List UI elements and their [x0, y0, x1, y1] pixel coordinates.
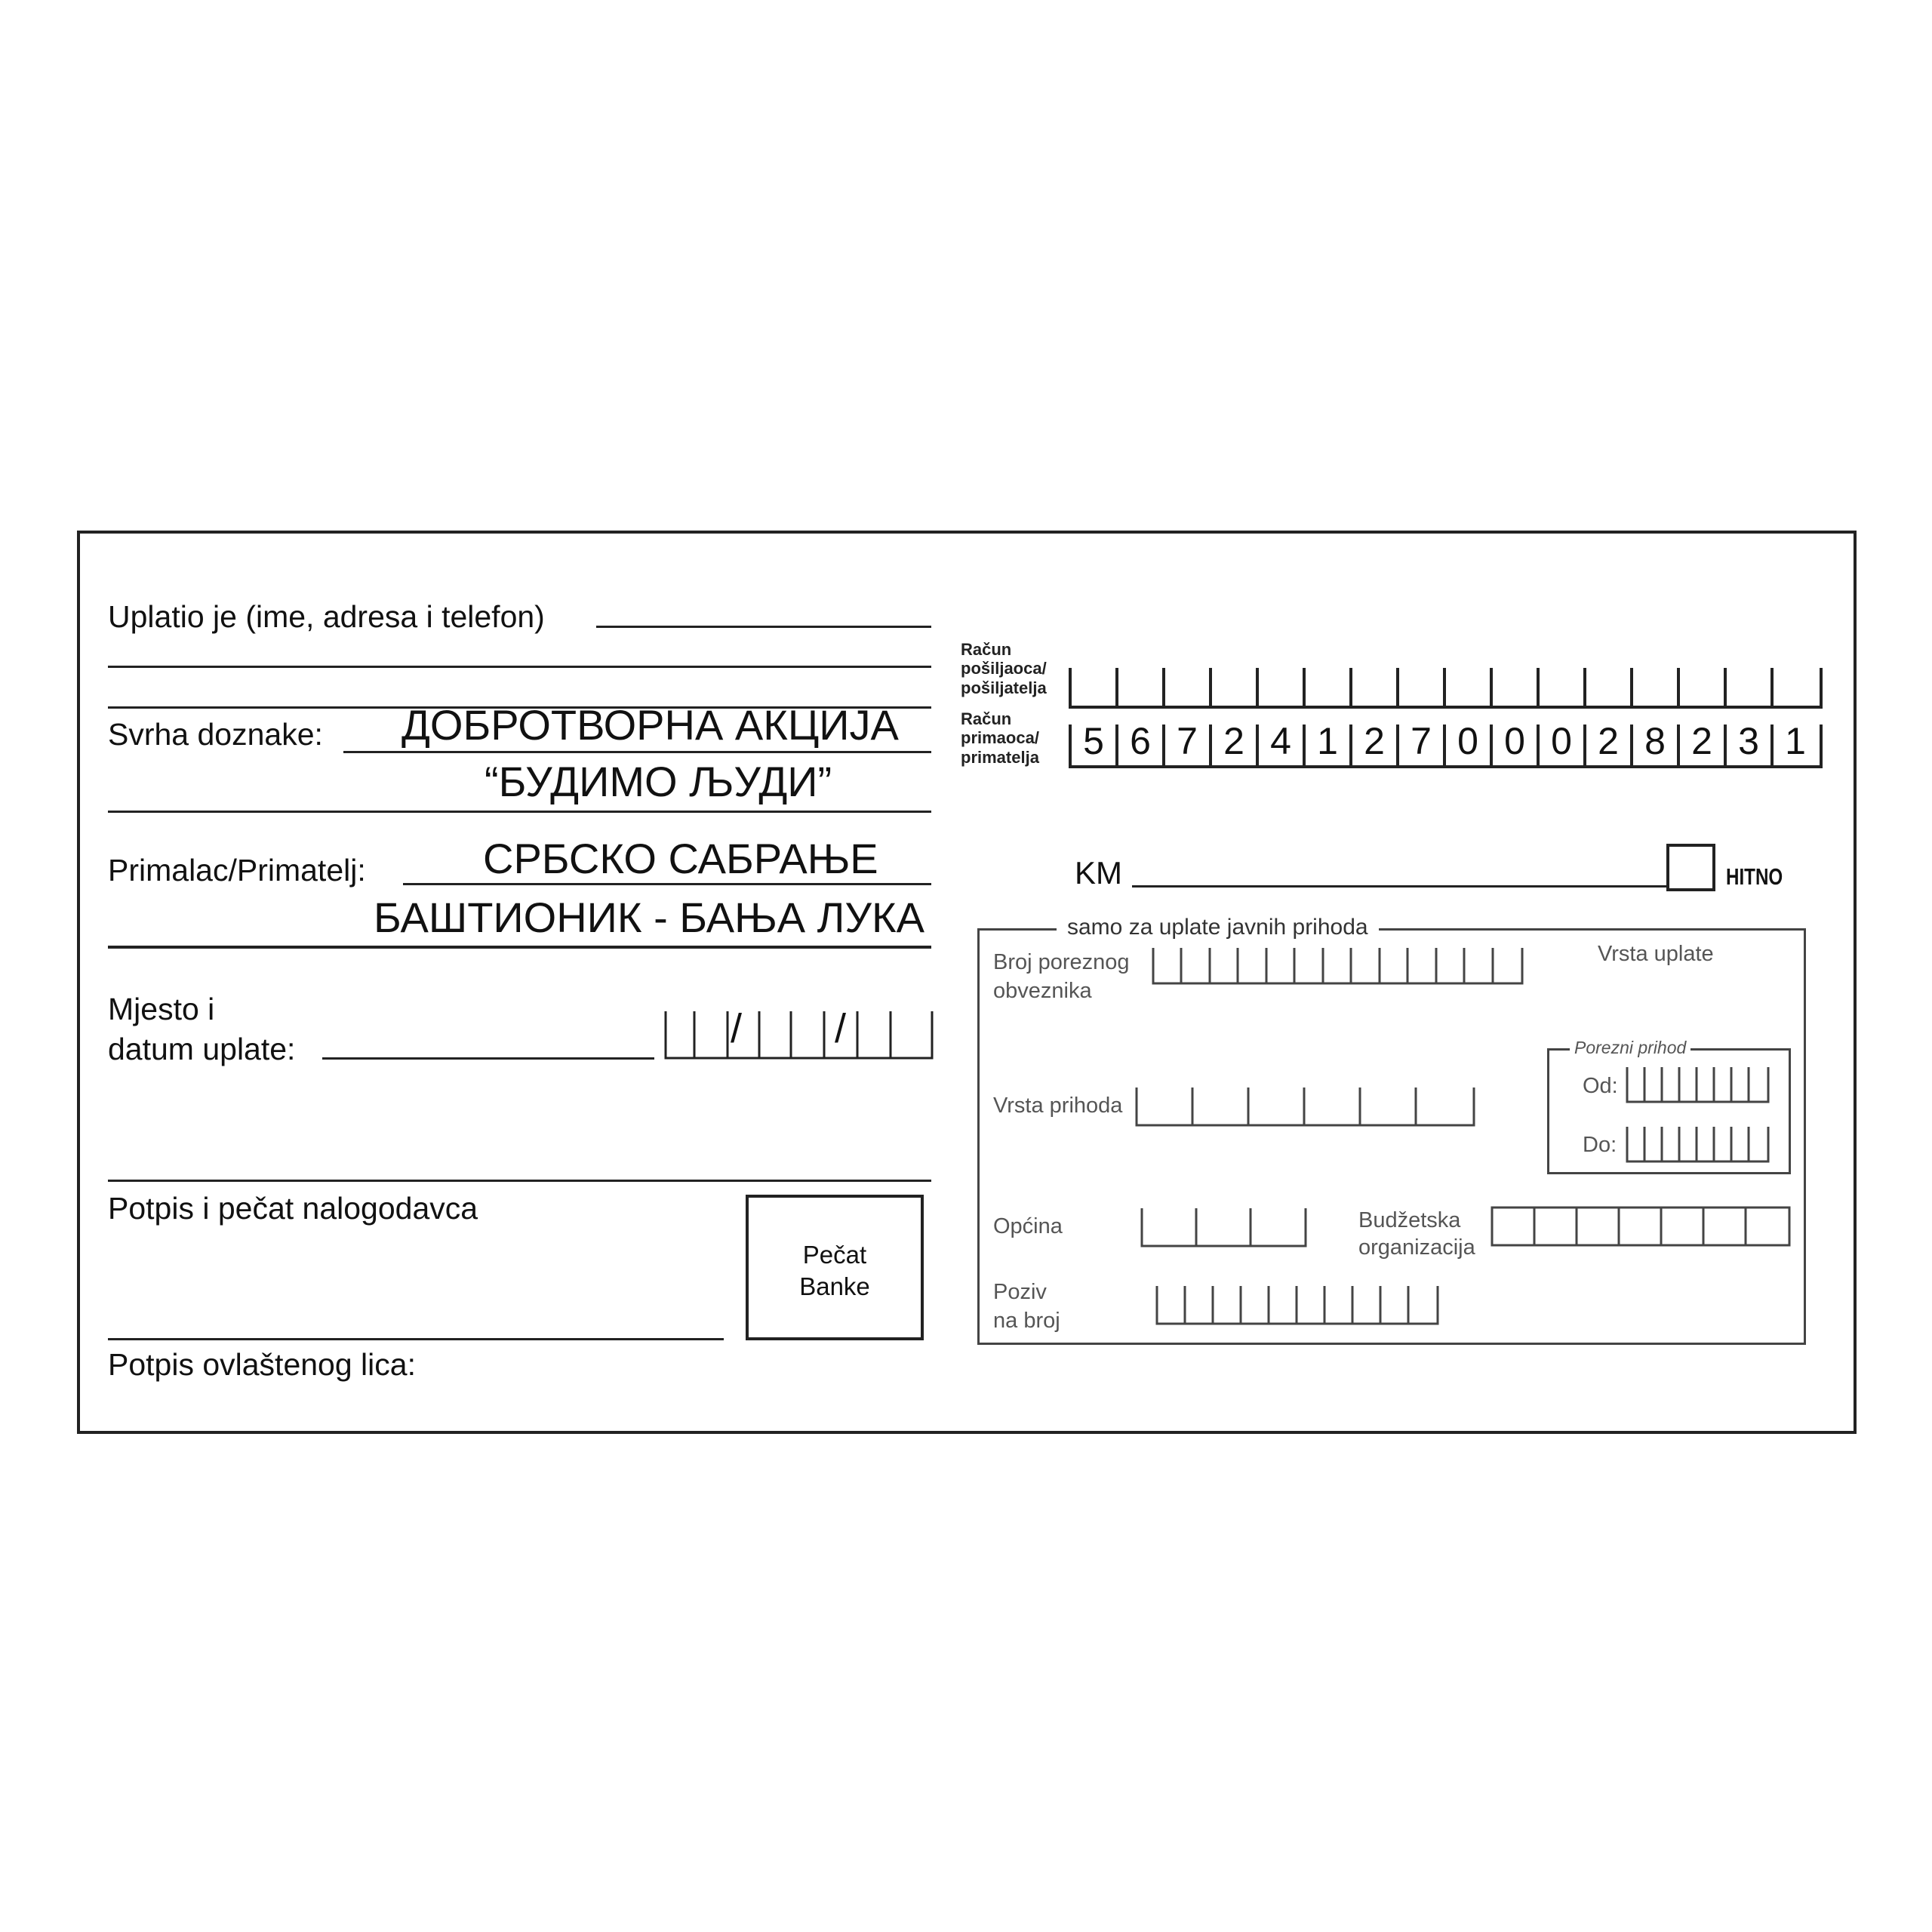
account-digit: 2 — [1364, 720, 1385, 762]
stamp-label-2: Banke — [799, 1272, 870, 1300]
public-revenue-title: samo za uplate javnih prihoda — [1057, 916, 1379, 939]
account-digit: 7 — [1411, 720, 1432, 762]
amount-line[interactable] — [1132, 885, 1668, 888]
account-digit: 0 — [1457, 720, 1478, 762]
recipient-line-1[interactable] — [403, 883, 931, 885]
income-type-boxes[interactable] — [1134, 1083, 1478, 1130]
tax-id-boxes[interactable] — [1151, 943, 1524, 989]
account-digit: 1 — [1317, 720, 1338, 762]
stamp-label-1: Pečat — [802, 1241, 867, 1269]
recipient-value-line-1: СРБСКО САБРАЊЕ — [483, 835, 878, 882]
municipality-label: Općina — [993, 1214, 1063, 1238]
tax-id-label: Broj poreznog obveznika — [993, 950, 1130, 1003]
signature-line[interactable] — [108, 1338, 724, 1340]
place-label-1: Mjesto i — [108, 992, 215, 1026]
from-label: Od: — [1583, 1074, 1618, 1098]
urgent-label: HITNO — [1726, 863, 1783, 890]
recipient-line-2[interactable] — [108, 946, 931, 949]
account-digit: 0 — [1551, 720, 1572, 762]
budget-org-label: Budžetska organizacija — [1358, 1208, 1475, 1260]
purpose-value-line-1: ДОБРОТВОРНА АКЦИЈА — [401, 701, 899, 749]
urgent-checkbox[interactable] — [1666, 844, 1715, 891]
account-digit: 1 — [1785, 720, 1806, 762]
payer-line-2[interactable] — [108, 666, 931, 668]
reference-boxes[interactable] — [1155, 1281, 1441, 1328]
municipality-boxes[interactable] — [1140, 1204, 1309, 1251]
signature-label: Potpis i pečat nalogodavca — [108, 1191, 478, 1226]
date-separator-2: / — [835, 1006, 847, 1051]
account-digit: 0 — [1504, 720, 1525, 762]
recipient-value-line-2: БАШТИОНИК - БАЊА ЛУКА — [374, 894, 924, 941]
tax-income-label: Porezni prihod — [1570, 1039, 1690, 1057]
sender-account-boxes[interactable] — [1068, 660, 1826, 709]
purpose-value-line-2: “БУДИМО ЉУДИ” — [485, 758, 832, 805]
sender-account-label: Račun pošiljaoca/ pošiljatelja — [961, 640, 1047, 697]
account-digit: 2 — [1598, 720, 1619, 762]
account-digit: 3 — [1738, 720, 1759, 762]
purpose-line-1[interactable] — [343, 751, 931, 753]
account-digit: 7 — [1177, 720, 1198, 762]
purpose-line-2[interactable] — [108, 811, 931, 813]
reference-label: Poziv na broj — [993, 1280, 1060, 1333]
account-digit: 6 — [1130, 720, 1151, 762]
account-digit: 8 — [1644, 720, 1666, 762]
to-label: Do: — [1583, 1133, 1617, 1157]
place-label-2: datum uplate: — [108, 1032, 296, 1066]
amount-label: KM — [1075, 855, 1122, 891]
income-type-label: Vrsta prihoda — [993, 1094, 1123, 1118]
signature-top-line — [108, 1180, 931, 1182]
account-digit: 5 — [1083, 720, 1104, 762]
recipient-label: Primalac/Primatelj: — [108, 853, 366, 888]
budget-org-boxes[interactable] — [1491, 1205, 1792, 1249]
date-boxes[interactable] — [657, 1004, 936, 1064]
authorized-label: Potpis ovlaštenog lica: — [108, 1347, 416, 1382]
recipient-account-label: Račun primaoca/ primatelja — [961, 709, 1039, 767]
account-digit: 2 — [1223, 720, 1244, 762]
place-line[interactable] — [322, 1057, 654, 1060]
date-separator-1: / — [731, 1006, 743, 1051]
account-digit: 2 — [1691, 720, 1712, 762]
payer-line-1[interactable] — [596, 626, 931, 628]
purpose-label: Svrha doznake: — [108, 717, 323, 752]
payer-label: Uplatio je (ime, adresa i telefon) — [108, 599, 545, 634]
from-boxes[interactable] — [1625, 1063, 1772, 1106]
payment-type-label: Vrsta uplate — [1598, 942, 1714, 966]
to-boxes[interactable] — [1625, 1122, 1772, 1166]
account-digit: 4 — [1270, 720, 1291, 762]
